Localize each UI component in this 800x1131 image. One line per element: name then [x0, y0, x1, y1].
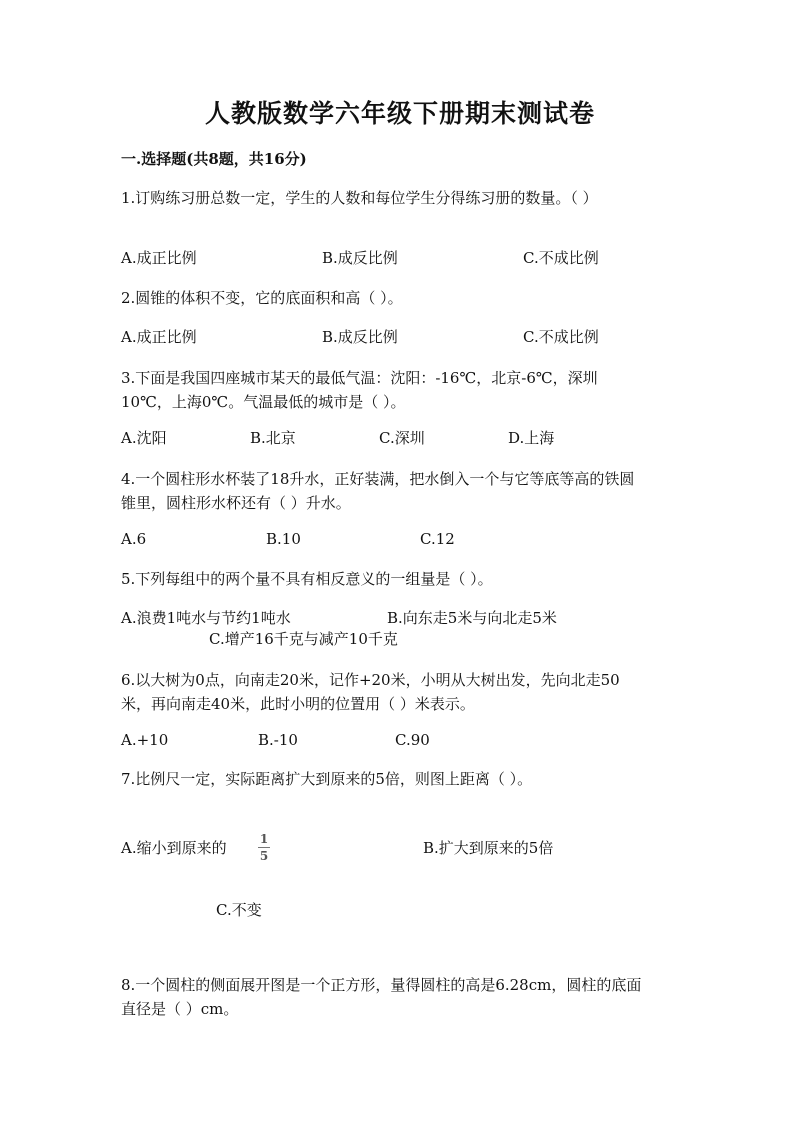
q5-option-c[interactable]: C.增产16千克与减产10千克 — [209, 630, 398, 648]
q6-option-b[interactable]: B.-10 — [258, 731, 298, 749]
q2-option-a[interactable]: A.成正比例 — [121, 328, 197, 346]
q4-option-c[interactable]: C.12 — [420, 530, 455, 548]
question-8-line-2: 直径是（ ）cm。 — [121, 1000, 239, 1018]
section-heading: 一.选择题(共8题，共16分) — [121, 150, 307, 168]
fraction-one-fifth — [258, 832, 270, 863]
question-2: 2.圆锥的体积不变，它的底面积和高（ ）。 — [121, 289, 403, 307]
q2-option-c[interactable]: C.不成比例 — [523, 328, 599, 346]
question-6-line-1: 6.以大树为0点，向南走20米，记作+20米，小明从大树出发，先向北走50 — [121, 671, 620, 689]
q7-option-b[interactable]: B.扩大到原来的5倍 — [423, 839, 554, 857]
question-6-line-2: 米，再向南走40米，此时小明的位置用（ ）米表示。 — [121, 695, 475, 713]
q5-option-b[interactable]: B.向东走5米与向北走5米 — [387, 609, 557, 627]
fraction-denominator: 5 — [259, 849, 269, 863]
q7-option-c[interactable]: C.不变 — [216, 901, 262, 919]
q4-option-b[interactable]: B.10 — [266, 530, 301, 548]
question-3-line-2: 10℃，上海0℃。气温最低的城市是（ ）。 — [121, 393, 406, 411]
q6-option-c[interactable]: C.90 — [395, 731, 430, 749]
question-4-line-1: 4.一个圆柱形水杯装了18升水，正好装满，把水倒入一个与它等底等高的铁圆 — [121, 470, 635, 488]
q3-option-d[interactable]: D.上海 — [508, 429, 555, 447]
q1-option-a[interactable]: A.成正比例 — [121, 249, 197, 267]
page-title: 人教版数学六年级下册期末测试卷 — [204, 99, 595, 128]
fraction-numerator: 1 — [259, 832, 269, 846]
q1-option-b[interactable]: B.成反比例 — [322, 249, 398, 267]
q6-option-a[interactable]: A.+10 — [121, 731, 169, 749]
q3-option-a[interactable]: A.沈阳 — [121, 429, 167, 447]
fraction-bar — [258, 847, 270, 848]
q5-option-a[interactable]: A.浪费1吨水与节约1吨水 — [121, 609, 291, 627]
question-5: 5.下列每组中的两个量不具有相反意义的一组量是（ ）。 — [121, 570, 493, 588]
question-1: 1.订购练习册总数一定，学生的人数和每位学生分得练习册的数量。（ ） — [121, 189, 598, 207]
question-4-line-2: 锥里，圆柱形水杯还有（ ）升水。 — [121, 494, 351, 512]
question-3-line-1: 3.下面是我国四座城市某天的最低气温：沈阳：-16℃，北京-6℃，深圳 — [121, 369, 598, 387]
q3-option-b[interactable]: B.北京 — [250, 429, 296, 447]
q3-option-c[interactable]: C.深圳 — [379, 429, 425, 447]
q2-option-b[interactable]: B.成反比例 — [322, 328, 398, 346]
question-7: 7.比例尺一定，实际距离扩大到原来的5倍，则图上距离（ ）。 — [121, 770, 533, 788]
q1-option-c[interactable]: C.不成比例 — [523, 249, 599, 267]
question-8-line-1: 8.一个圆柱的侧面展开图是一个正方形，量得圆柱的高是6.28cm，圆柱的底面 — [121, 976, 642, 994]
q7-option-a[interactable]: A.缩小到原来的 — [121, 839, 227, 857]
q4-option-a[interactable]: A.6 — [121, 530, 147, 548]
